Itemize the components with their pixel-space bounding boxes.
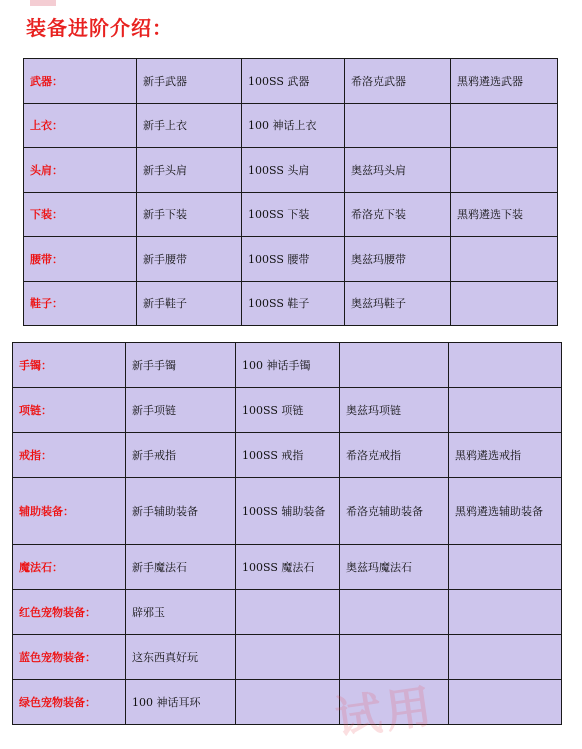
table-cell [451,148,558,193]
table-cell [345,103,451,148]
table-row [13,388,562,433]
table-cell: 100SS 头肩 [242,148,345,193]
page-title: 装备进阶介绍： [26,16,173,40]
table-row [13,433,562,478]
row-label: 绿色宠物装备： [13,680,126,725]
row-label: 下装： [24,192,137,237]
table-cell: 100SS 辅助装备 [236,478,340,545]
table-cell: 新手鞋子 [137,281,242,326]
table-cell: 100SS 下装 [242,192,345,237]
table-cell [449,388,562,433]
table-cell: 希洛克戒指 [340,433,449,478]
table-row [24,103,558,148]
table-cell: 100SS 戒指 [236,433,340,478]
table-cell: 黑鸦遴选戒指 [449,433,562,478]
corner-mark [30,0,56,6]
table-cell [340,635,449,680]
table-cell: 奥兹玛头肩 [345,148,451,193]
table-cell: 新手上衣 [137,103,242,148]
table-cell [451,103,558,148]
table-cell [340,680,449,725]
table-cell [451,237,558,282]
row-label: 头肩： [24,148,137,193]
table-cell: 希洛克辅助装备 [340,478,449,545]
table-cell [236,680,340,725]
table-cell: 新手项链 [126,388,236,433]
table-cell: 黑鸦遴选下装 [451,192,558,237]
table-cell: 100 神话耳环 [126,680,236,725]
table-cell: 黑鸦遴选武器 [451,59,558,104]
table-cell: 新手下装 [137,192,242,237]
row-label: 手镯： [13,343,126,388]
table-cell [449,680,562,725]
table-cell [451,281,558,326]
equipment-table-2 [12,342,562,725]
row-label: 项链： [13,388,126,433]
table-cell [236,635,340,680]
table-cell: 奥兹玛魔法石 [340,545,449,590]
table-cell: 新手腰带 [137,237,242,282]
table-cell: 希洛克下装 [345,192,451,237]
table-cell: 新手头肩 [137,148,242,193]
row-label: 戒指： [13,433,126,478]
table-cell: 新手手镯 [126,343,236,388]
table-cell: 100 神话手镯 [236,343,340,388]
table-cell [449,545,562,590]
row-label: 辅助装备： [13,478,126,545]
table-cell: 100 神话上衣 [242,103,345,148]
table-cell [236,590,340,635]
table-row [24,237,558,282]
table-row [13,343,562,388]
table-cell: 希洛克武器 [345,59,451,104]
table-cell: 100SS 鞋子 [242,281,345,326]
table-cell: 奥兹玛腰带 [345,237,451,282]
table-cell [340,590,449,635]
table-row [13,478,562,545]
table-cell [449,635,562,680]
table-row [13,680,562,725]
table-cell [449,590,562,635]
equipment-table-1 [23,58,558,326]
table-cell: 100SS 魔法石 [236,545,340,590]
table-cell: 新手辅助装备 [126,478,236,545]
row-label: 红色宠物装备： [13,590,126,635]
table-cell: 新手魔法石 [126,545,236,590]
table-cell: 100SS 武器 [242,59,345,104]
table-row [13,545,562,590]
table-row [24,148,558,193]
table-row [24,281,558,326]
table-cell: 辟邪玉 [126,590,236,635]
table-cell: 新手戒指 [126,433,236,478]
table-cell: 100SS 腰带 [242,237,345,282]
table-row [13,635,562,680]
table-cell [449,343,562,388]
row-label: 魔法石： [13,545,126,590]
table-cell: 100SS 项链 [236,388,340,433]
table-cell: 新手武器 [137,59,242,104]
table-cell: 奥兹玛鞋子 [345,281,451,326]
row-label: 鞋子： [24,281,137,326]
table-cell [340,343,449,388]
table-row [24,59,558,104]
table-row [24,192,558,237]
table-cell: 黑鸦遴选辅助装备 [449,478,562,545]
table-cell: 这东西真好玩 [126,635,236,680]
row-label: 武器： [24,59,137,104]
row-label: 腰带： [24,237,137,282]
row-label: 蓝色宠物装备： [13,635,126,680]
table-cell: 奥兹玛项链 [340,388,449,433]
row-label: 上衣： [24,103,137,148]
table-row [13,590,562,635]
